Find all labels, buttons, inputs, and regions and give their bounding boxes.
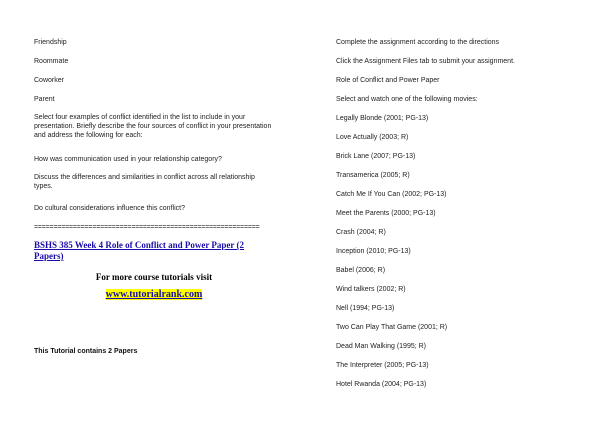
- divider-line: ==========================================================: [34, 224, 260, 231]
- movie-list-item: Brick Lane (2007; PG-13): [336, 153, 416, 160]
- tutorialrank-link[interactable]: [34, 289, 274, 301]
- movie-list-item: Nell (1994; PG-13): [336, 305, 395, 312]
- list-item: Roommate: [34, 58, 69, 65]
- list-item: Coworker: [34, 77, 64, 84]
- question-differences: Discuss the differences and similarities in conflict across all relationship types.: [34, 174, 255, 190]
- movie-list-item: Babel (2006; R): [336, 267, 386, 274]
- instructions-paragraph: Select four examples of conflict identified in the list to include in your presentation. Briefly describe the four sources of conflict in your presentation and address the following for each:: [34, 114, 272, 139]
- movie-list-item: Legally Blonde (2001; PG-13): [336, 115, 429, 122]
- movie-list-item: The Interpreter (2005; PG-13): [336, 362, 429, 369]
- movie-list-item: Catch Me If You Can (2002; PG-13): [336, 191, 447, 198]
- tutorial-note: This Tutorial contains 2 Papers: [34, 348, 138, 355]
- list-item: Parent: [34, 96, 55, 103]
- movie-list-item: Love Actually (2003; R): [336, 134, 409, 141]
- movie-list-item: Wind talkers (2002; R): [336, 286, 406, 293]
- instruction-line: Complete the assignment according to the directions: [336, 39, 500, 46]
- movie-list-item: Hotel Rwanda (2004; PG-13): [336, 381, 427, 388]
- instruction-line: Click the Assignment Files tab to submit your assignment.: [336, 58, 515, 65]
- movie-list-item: Crash (2004; R): [336, 229, 386, 236]
- movie-list-item: Inception (2010; PG-13): [336, 248, 411, 255]
- question-communication: How was communication used in your relationship category?: [34, 156, 222, 163]
- movie-list-item: Dead Man Walking (1995; R): [336, 343, 427, 350]
- instruction-line: Select and watch one of the following movies:: [336, 96, 478, 103]
- tutorialrank-link-text[interactable]: www.tutorialrank.com: [105, 289, 203, 300]
- movie-list-item: Transamerica (2005; R): [336, 172, 410, 179]
- movie-list-item: Two Can Play That Game (2001; R): [336, 324, 448, 331]
- instruction-line: Role of Conflict and Power Paper: [336, 77, 440, 84]
- course-paper-link[interactable]: BSHS 385 Week 4 Role of Conflict and Power Paper (2 Papers): [34, 240, 244, 261]
- question-cultural: Do cultural considerations influence this conflict?: [34, 205, 185, 212]
- more-tutorials-text: For more course tutorials visit: [95, 272, 213, 282]
- movie-list-item: Meet the Parents (2000; PG-13): [336, 210, 436, 217]
- list-item: Friendship: [34, 39, 67, 46]
